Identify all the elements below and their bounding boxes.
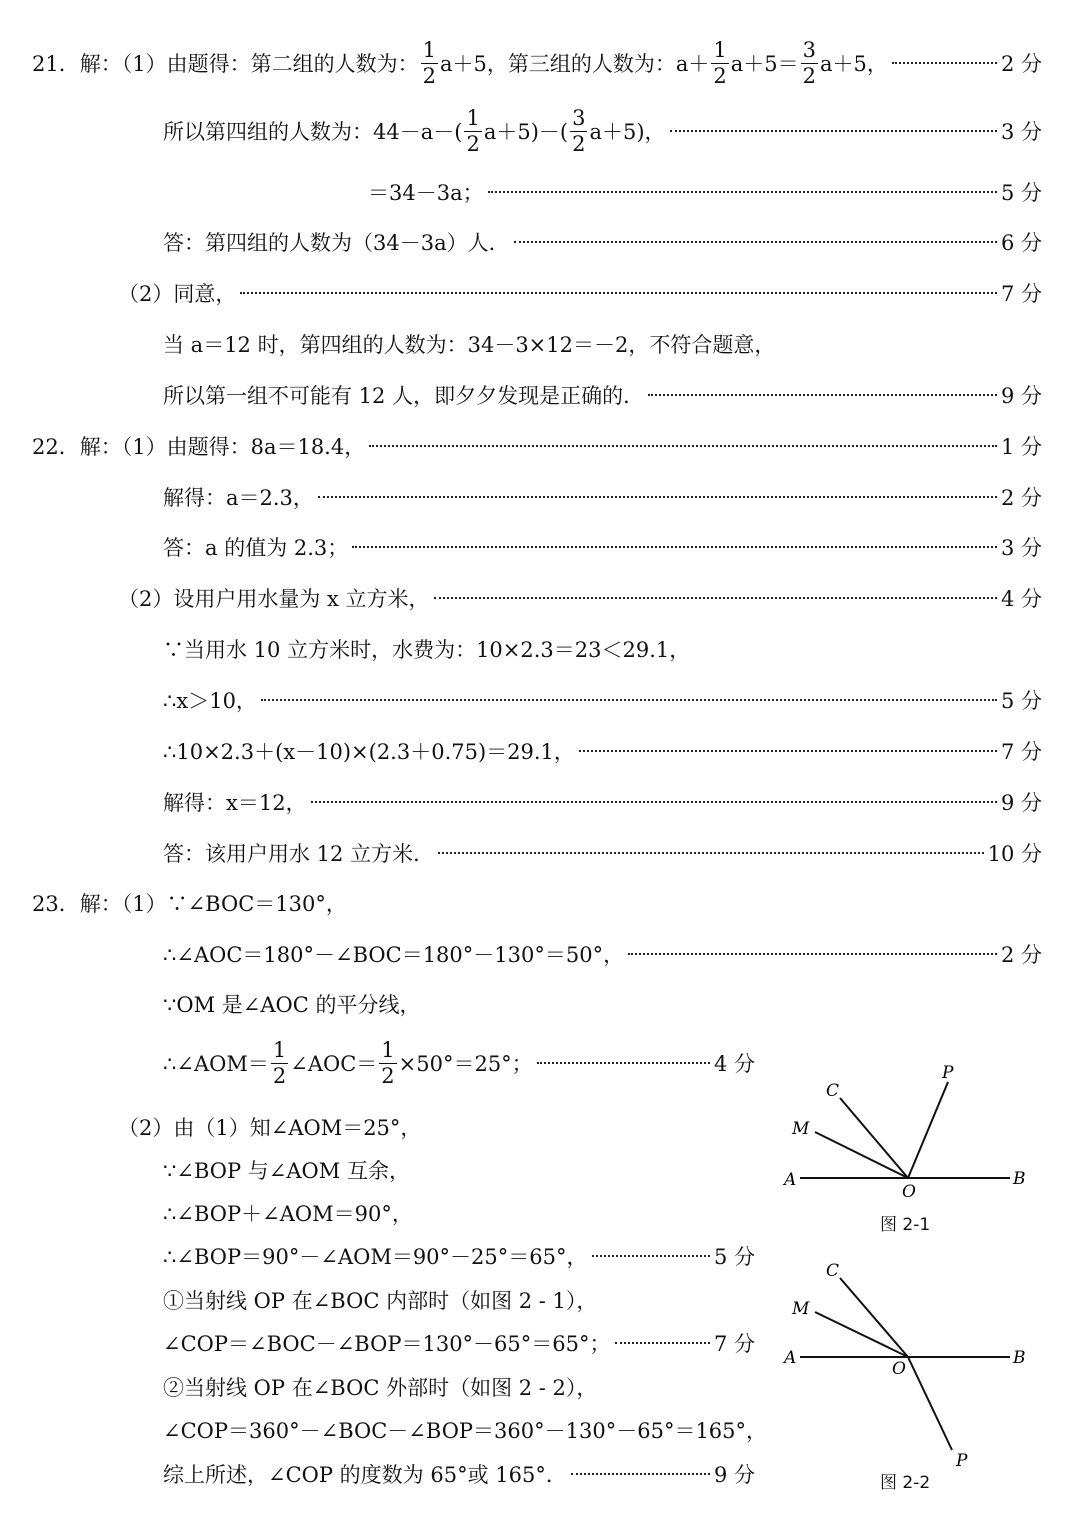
q22-line-5 (163, 631, 690, 667)
step-text: （2）同意， (118, 282, 237, 306)
dot-leader (488, 191, 997, 193)
score: 7 分 (1000, 740, 1042, 764)
q21-line-1 (32, 37, 1042, 88)
fraction: $\frac{1}{2}$ (422, 37, 436, 88)
fraction: $\frac{1}{2}$ (272, 1037, 287, 1088)
score: 9 分 (1000, 384, 1042, 408)
q22-line-4 (118, 580, 1042, 616)
equation: ∠COP＝∠BOC－∠BOP＝130°－65°＝65°； (163, 1332, 611, 1356)
score: 2 分 (1000, 486, 1042, 510)
dot-leader (514, 241, 997, 243)
step-text: ∴∠BOP＋∠AOM＝90°， (163, 1202, 413, 1226)
q22-line-6 (163, 682, 1042, 718)
q22-line-8 (163, 784, 1042, 820)
score: 3 分 (1000, 120, 1042, 144)
dot-leader (615, 1342, 710, 1344)
score: 10 分 (987, 842, 1042, 866)
dot-leader (579, 750, 997, 752)
q21-line-6 (163, 326, 775, 362)
answer-text: 答：a 的值为 2.3； (163, 536, 349, 560)
label-b: B (1013, 1348, 1026, 1368)
q23-line-2 (163, 936, 1042, 972)
step-text: （2）设用户用水量为 x 立方米， (118, 587, 430, 611)
q22-line-9 (163, 835, 1042, 871)
step-text: 当 a＝12 时，第四组的人数为：34－3×12＝－2，不符合题意， (163, 333, 776, 357)
q23-line-8 (163, 1238, 755, 1274)
score: 7 分 (1000, 282, 1042, 306)
q23-line-10 (163, 1325, 755, 1361)
q23-line-3 (163, 986, 420, 1022)
dot-leader (670, 130, 997, 132)
equation: ∠AOC＝ (290, 1052, 378, 1076)
conclusion-text: 综上所述，∠COP 的度数为 65°或 165°． (163, 1463, 567, 1487)
score: 2 分 (1000, 943, 1042, 967)
equation: ∴10×2.3＋(x－10)×(2.3＋0.75)＝29.1， (163, 740, 575, 764)
ray-om (815, 1132, 908, 1178)
dot-leader (628, 953, 997, 955)
answer-text: 答：第四组的人数为（34－3a）人． (163, 231, 510, 255)
score: 4 分 (713, 1052, 755, 1076)
q21-line-4 (163, 224, 1042, 260)
dot-leader (434, 597, 997, 599)
figure-2-1-caption: 图 2-1 (880, 1215, 931, 1235)
fraction: $\frac{1}{2}$ (713, 37, 727, 88)
dot-leader (648, 394, 997, 396)
step-text: ∵OM 是∠AOC 的平分线， (163, 993, 421, 1017)
score: 9 分 (713, 1463, 755, 1487)
q23-line-5 (118, 1109, 421, 1145)
case-text: ①当射线 OP 在∠BOC 内部时（如图 2 - 1）， (163, 1289, 598, 1313)
fraction: $\frac{1}{2}$ (381, 1037, 395, 1088)
label-c: C (826, 1261, 840, 1281)
score: 6 分 (1000, 231, 1042, 255)
dot-leader (892, 62, 997, 64)
step-text: （2）由（1）知∠AOM＝25°， (118, 1116, 422, 1140)
step-text: 解得：x＝12， (163, 791, 307, 815)
label-a: A (784, 1348, 797, 1368)
score: 4 分 (1000, 587, 1042, 611)
figure-2-2 (770, 1250, 1050, 1470)
label-a: A (784, 1170, 797, 1190)
dot-leader (571, 1473, 710, 1475)
q21-l1a: 21．解：（1）由题得：第二组的人数为： (32, 52, 419, 76)
label-m: M (792, 1119, 810, 1139)
step-text: 解得：a＝2.3， (163, 486, 314, 510)
label-c: C (826, 1081, 840, 1101)
dot-leader (537, 1062, 710, 1064)
label-p: P (956, 1451, 968, 1470)
q21-l1c: a＋5＝ (730, 52, 799, 76)
equation: ×50°＝25°； (398, 1052, 533, 1076)
answer-text: 答：该用户用水 12 立方米． (163, 842, 435, 866)
label-m: M (792, 1299, 810, 1319)
conclusion-text: 所以第一组不可能有 12 人，即夕夕发现是正确的． (163, 384, 645, 408)
step-text: ∵∠BOP 与∠AOM 互余， (163, 1159, 410, 1183)
step-text: ∵当用水 10 立方米时，水费为：10×2.3＝23＜29.1， (163, 638, 691, 662)
ray-oc (840, 1098, 908, 1178)
step-text: ∴x＞10， (163, 689, 257, 713)
ray-op (908, 1082, 948, 1178)
label-o: O (902, 1182, 916, 1202)
q22-line-3 (163, 529, 1042, 565)
q21-l1d: a＋5， (820, 52, 888, 76)
ray-om (815, 1312, 908, 1357)
score: 9 分 (1000, 791, 1042, 815)
fraction: $\frac{3}{2}$ (802, 37, 817, 88)
equation: ＝34－3a； (368, 181, 484, 205)
q23-line-1 (32, 885, 347, 921)
label-o: O (892, 1359, 906, 1379)
q23-line-9 (163, 1282, 597, 1318)
case-text: ②当射线 OP 在∠BOC 外部时（如图 2 - 2）， (163, 1376, 598, 1400)
equation: ∠COP＝360°－∠BOC－∠BOP＝360°－130°－65°＝165°， (163, 1419, 768, 1443)
q21-line-3 (368, 174, 1042, 210)
score: 3 分 (1000, 536, 1042, 560)
q21-l2b: a＋5)－( (483, 120, 569, 144)
q23-line-7 (163, 1195, 413, 1231)
dot-leader (261, 699, 997, 701)
dot-leader (352, 546, 997, 548)
label-p: P (942, 1063, 954, 1083)
figure-2-2-caption: 图 2-2 (880, 1473, 931, 1493)
fraction: $\frac{1}{2}$ (466, 105, 480, 156)
q22-line-7 (163, 733, 1042, 769)
dot-leader (438, 852, 984, 854)
label-b: B (1013, 1169, 1026, 1189)
score: 5 分 (1000, 689, 1042, 713)
ray-oc (840, 1278, 908, 1357)
score: 5 分 (713, 1245, 755, 1269)
q21-l1b: a＋5，第三组的人数为：a＋ (439, 52, 710, 76)
ray-op (908, 1357, 952, 1450)
equation: ∴∠AOC＝180°－∠BOC＝180°－130°＝50°， (163, 943, 625, 967)
q21-l2a: 所以第四组的人数为：44－a－( (163, 120, 463, 144)
score: 7 分 (713, 1332, 755, 1356)
q21-line-7 (163, 377, 1042, 413)
equation: ∴∠BOP＝90°－∠AOM＝90°－25°＝65°， (163, 1245, 588, 1269)
score: 1 分 (1000, 435, 1042, 459)
q21-line-5 (118, 275, 1042, 311)
q21-line-2 (163, 105, 1042, 156)
q23-line-11 (163, 1369, 597, 1405)
equation: ∴∠AOM＝ (163, 1052, 269, 1076)
step-text: 22．解：（1）由题得：8a＝18.4， (32, 435, 366, 459)
q23-line-4 (163, 1037, 755, 1088)
step-text: 23．解：（1）∵∠BOC＝130°， (32, 892, 347, 916)
score: 2 分 (1000, 52, 1042, 76)
dot-leader (369, 445, 997, 447)
dot-leader (311, 801, 997, 803)
q23-line-12 (163, 1412, 767, 1448)
fraction: $\frac{3}{2}$ (572, 105, 586, 156)
q21-l2c: a＋5)， (589, 120, 666, 144)
q23-line-6 (163, 1152, 410, 1188)
dot-leader (592, 1255, 710, 1257)
q23-line-13 (163, 1456, 755, 1492)
score: 5 分 (1000, 181, 1042, 205)
dot-leader (240, 292, 997, 294)
dot-leader (318, 496, 997, 498)
q22-line-1 (32, 428, 1042, 464)
q22-line-2 (163, 479, 1042, 515)
